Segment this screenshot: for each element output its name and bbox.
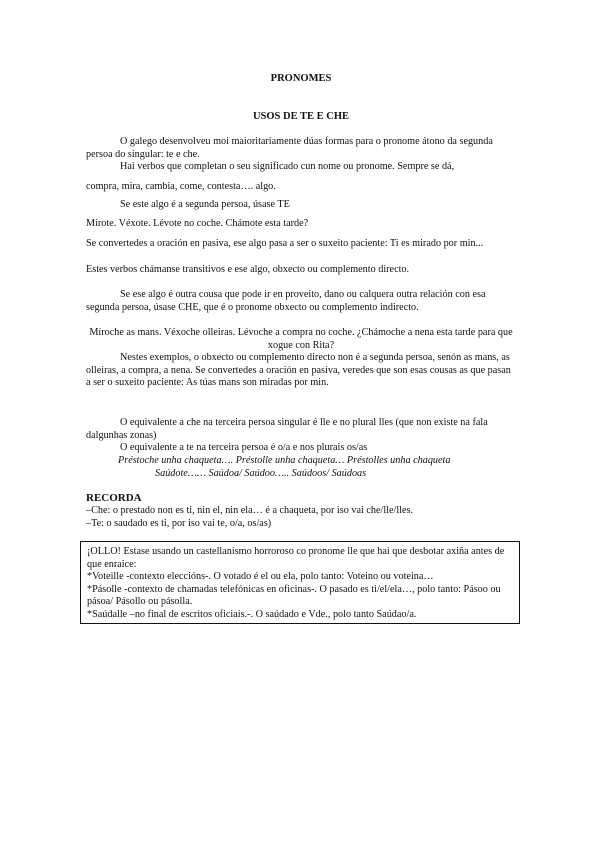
intro-verbs-line: compra, mira, cambia, come, contesta…. algo. (86, 181, 276, 192)
transitive-definition: Estes verbos chámanse transitivos e ese algo, obxecto ou complemento directo. (86, 264, 410, 275)
recorda-te-line: –Te: o saudado es ti, por iso vai te, o/a, os/as) (86, 518, 272, 529)
intro-paragraph-1: O galego desenvolveu moi maioritariamente dúas formas para o pronome átono da segunda persoa do singular: te e che. (86, 136, 493, 160)
te-examples: Mírote. Véxote. Lévote no coche. Chámote esta tarde? (86, 218, 309, 229)
third-person-che-paragraph: O equivalente a che na terceira persoa singular é lle e no plural lles (que non existe na fala dalgunhas zonas) (86, 417, 488, 441)
section-subtitle: USOS DE TE E CHE (252, 111, 350, 122)
intro-paragraph-2: Hai verbos que completan o seu significado cun nome ou pronome. Sempre se dá, (120, 161, 455, 172)
third-person-te-line: O equivalente a te na terceira persoa é o/a e nos plurais os/as (120, 442, 368, 453)
third-person-example-1: Préstoche unha chaqueta…. Préstolle unha chaqueta… Préstolles unha chaqueta (118, 455, 451, 466)
third-person-example-2: Saúdote…… Saúdoa/ Saúdoo….. Saúdoos/ Saúdoas (155, 468, 367, 479)
ollo-warning-box (80, 541, 520, 624)
recorda-che-line: –Che: o prestado non es ti, nin el, nin ela… é a chaqueta, por iso vai che/lle/lles. (86, 505, 414, 516)
ollo-intro: ¡OLLO! Estase usando un castellanismo horroroso co pronome lle que hai que desbotar axiña antes de que enraice: (87, 546, 505, 570)
ollo-item-voteille: *Voteille -contexto eleccións-. O votado é el ou ela, polo tanto: Voteino ou voteina… (87, 571, 434, 583)
che-explanation-paragraph: Nestes exemplos, o obxecto ou complemento directo non é a segunda persoa, senón as mans, as olleiras, a compra, a nena. Se convertedes a oración en pasiva, veredes que son esas cousas as que pasan a ser o suxeito paciente: As túas mans son miradas por min. (86, 352, 511, 389)
ollo-item-saudalle: *Saúdalle –no final de escritos oficiais.-. O saúdado e Vde., polo tanto Saúdao/a. (87, 608, 417, 620)
passive-explanation: Se convertedes a oración en pasiva, ese algo pasa a ser o suxeito paciente: Ti es mirado por min... (86, 238, 484, 249)
intro-te-rule: Se este algo é a segunda persoa, úsase TE (120, 199, 290, 210)
ollo-item-pasolle: *Pásolle -contexto de chamadas telefónicas en oficinas-. O pasado es ti/el/ela…, polo tanto: Pásoo ou pásoa/ Pásollo ou pásolla. (87, 583, 501, 608)
che-rule-paragraph: Se ese algo é outra cousa que pode ir en proveito, dano ou calquera outra relación con esa segunda persoa, úsase CHE, que é o pronome obxecto ou complemento indirecto. (86, 289, 486, 313)
che-examples: Míroche as mans. Véxoche olleiras. Lévoche a compra no coche. ¿Chámoche a nena esta tarde para que xogue con Rita? (89, 327, 513, 351)
recorda-heading: RECORDA (86, 492, 142, 504)
page-title: PRONOMES (270, 73, 332, 84)
